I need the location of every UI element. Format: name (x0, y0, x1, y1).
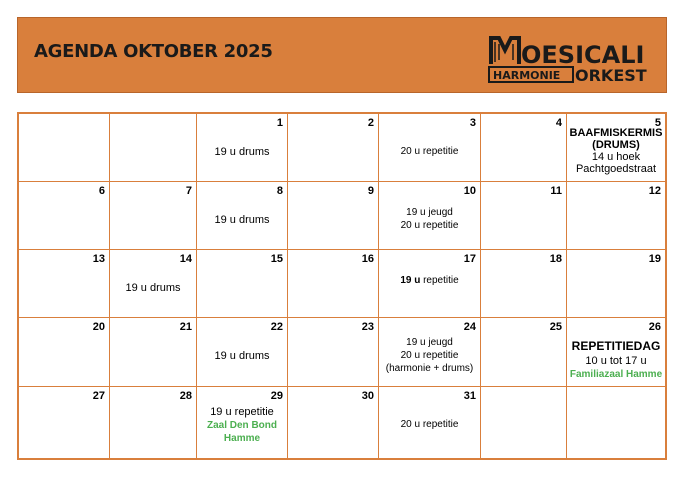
event-line: Pachtgoedstraat (575, 163, 657, 175)
day-number: 18 (549, 253, 562, 265)
calendar-cell (567, 182, 665, 250)
day-number: 24 (463, 321, 476, 333)
calendar-cell (197, 318, 288, 387)
calendar-cell (567, 318, 665, 387)
event-text (110, 281, 196, 295)
event-text (567, 127, 665, 175)
calendar-cell (379, 182, 481, 250)
event-line: (harmonie + drums) (385, 363, 474, 374)
calendar-cell (379, 114, 481, 182)
event-text (379, 418, 480, 431)
calendar-cell (379, 250, 481, 318)
day-number: 29 (270, 390, 283, 402)
calendar-grid (17, 112, 667, 460)
event-text (567, 338, 665, 382)
day-number: 7 (185, 185, 192, 197)
day-number: 25 (549, 321, 562, 333)
calendar-cell (481, 387, 567, 458)
calendar-cell (110, 387, 197, 458)
event-line: 19 u repetitie (400, 275, 459, 286)
calendar-cell (19, 387, 110, 458)
calendar-cell (19, 318, 110, 387)
day-number: 9 (367, 185, 374, 197)
day-number: 28 (179, 390, 192, 402)
event-line: 19 u drums (214, 146, 270, 158)
event-text (197, 213, 287, 227)
event-line: 20 u repetitie (400, 220, 459, 231)
logo-right-text: ORKEST (575, 66, 647, 84)
logo-left-text: HARMONIE (493, 69, 561, 82)
day-number: 23 (361, 321, 374, 333)
calendar-cell (110, 250, 197, 318)
calendar-cell (19, 114, 110, 182)
day-number: 15 (270, 253, 283, 265)
event-text (379, 274, 480, 287)
day-number: 8 (276, 185, 283, 197)
calendar-cell (379, 318, 481, 387)
calendar-cell (567, 250, 665, 318)
day-number: 16 (361, 253, 374, 265)
event-line: 14 u hoek (591, 151, 641, 163)
moesicali-logo (487, 28, 652, 84)
calendar-cell (19, 182, 110, 250)
event-line: 20 u repetitie (400, 419, 459, 430)
calendar-cell (110, 182, 197, 250)
calendar-cell (197, 387, 288, 458)
event-line: Hamme (223, 433, 261, 444)
day-number: 26 (648, 321, 661, 333)
event-line: 19 u jeugd (406, 337, 453, 348)
day-number: 21 (179, 321, 192, 333)
day-number: 5 (654, 117, 661, 129)
event-line: 19 u drums (214, 214, 270, 226)
event-line: BAAFMISKERMIS (569, 127, 663, 139)
calendar-cell (567, 387, 665, 458)
day-number: 6 (98, 185, 105, 197)
event-text (197, 145, 287, 159)
event-text (197, 406, 287, 445)
event-line: 19 u jeugd (406, 207, 453, 218)
event-text (379, 206, 480, 232)
event-line: (DRUMS) (592, 139, 640, 151)
day-number: 30 (361, 390, 374, 402)
day-number: 31 (463, 390, 476, 402)
calendar-cell (110, 318, 197, 387)
calendar-cell (288, 114, 379, 182)
calendar-cell (288, 318, 379, 387)
calendar-cell (481, 318, 567, 387)
event-text (197, 349, 287, 363)
calendar-cell (481, 182, 567, 250)
calendar-cell (288, 250, 379, 318)
event-line: 19 u repetitie (210, 406, 274, 418)
event-line: Zaal Den Bond (206, 420, 277, 431)
day-number: 12 (648, 185, 661, 197)
day-number: 2 (367, 117, 374, 129)
event-text (379, 145, 480, 158)
header-banner (17, 17, 667, 93)
day-number: 17 (463, 253, 476, 265)
day-number: 1 (276, 117, 283, 129)
calendar-cell (379, 387, 481, 458)
event-line: 19 u drums (125, 282, 181, 294)
day-number: 27 (92, 390, 105, 402)
calendar-cell (19, 250, 110, 318)
calendar-cell (288, 182, 379, 250)
day-number: 3 (469, 117, 476, 129)
calendar-cell (197, 182, 288, 250)
day-number: 4 (555, 117, 562, 129)
event-line: 19 u drums (214, 350, 270, 362)
logo-top-text: OESICALI (521, 41, 645, 69)
calendar-cell (481, 114, 567, 182)
page-title: AGENDA OKTOBER 2025 (34, 41, 273, 62)
moesicali-logo-graphic (487, 28, 652, 84)
event-line: REPETITIEDAG (571, 339, 661, 353)
day-number: 19 (648, 253, 661, 265)
day-number: 22 (270, 321, 283, 333)
calendar-cell (567, 114, 665, 182)
event-line: Familiazaal Hamme (569, 369, 663, 380)
event-text (379, 336, 480, 375)
day-number: 11 (550, 185, 562, 197)
calendar-cell (110, 114, 197, 182)
calendar-cell (288, 387, 379, 458)
day-number: 20 (92, 321, 105, 333)
event-line: 20 u repetitie (400, 350, 459, 361)
calendar-cell (197, 250, 288, 318)
day-number: 13 (92, 253, 105, 265)
day-number: 10 (463, 185, 476, 197)
event-line: 20 u repetitie (400, 146, 459, 157)
day-number: 14 (179, 253, 192, 265)
calendar-cell (197, 114, 288, 182)
calendar-cell (481, 250, 567, 318)
event-line: 10 u tot 17 u (585, 355, 647, 367)
